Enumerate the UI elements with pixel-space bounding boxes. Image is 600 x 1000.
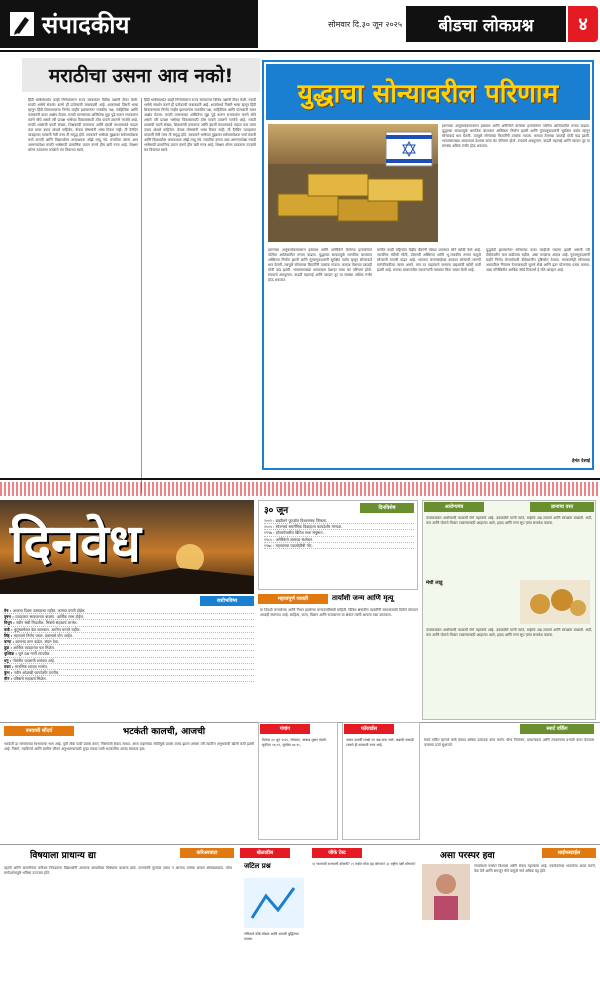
war-article-headline: युद्धाचा सोन्यावरील परिणाम [297,79,559,109]
editorial-headline: मराठीचा उसना आव नको! [22,58,260,92]
june30-tag: दिनविशेष [360,503,414,513]
horoscope-sign: वृषभ : [4,614,16,620]
horoscope-text: नवीन संधी मिळतील. मित्रांचे सहकार्य लाभेल. [15,620,78,626]
horoscope-sign: मकर : [4,663,15,669]
war-article-col1-top: इराणच्या अणुकार्यक्रमावरून इस्रायल आणि अमेरिकेने केलेल्या हल्ल्यांनंतर पश्चिम आशियातील तणाव वाढला. युद्धाच्या सावटामुळे जागतिक बाजारात अस्थिरता निर्माण झाली आणि गुंतवणूकदारांनी सुरक्षित पर्याय म्हणून सोन्याकडे धाव घेतली. त्यामुळे सोन्याच्या किमतींनी उच्चांक गाठला. कच्च्या तेलाच्या दरातही मोठी वाढ झाली. भारतासारख्या आयातदार देशावर याचा थेट परिणाम होतो. रुपयाचे अवमूल्यन, वाढती महागाई आणि व्यापार तूट या समस्या अधिक गंभीर होऊ शकतात. [442,124,590,148]
page-number: ४ [568,6,598,42]
horoscope-text: आर्थिक व्यवहारात यश मिळेल. [13,645,56,651]
asa-tag: लाईफस्टाईल [542,848,596,858]
woman-portrait-image [422,864,470,920]
fact-body: जगात दरवर्षी लाखो टन अन्न वाया जाते. अन्नाची नासाडी टाळणे ही काळाची गरज आहे. [346,738,414,747]
war-article-author: हेमंत देसाई [571,459,590,464]
horoscope-sign: धनु : [4,657,13,663]
horoscope-text: कुटुंबासोबत वेळ घालवाल. आरोग्य चांगले राहील. [14,626,81,632]
gold-bars-illustration [268,124,438,242]
editorial-body-col2: हिंदी भाषेसंदर्भात काही निर्णयांवरून राज्य सरकारवर विविध पक्षांनी टीका केली. मराठी भाषेचे संवर्धन करणे ही प्रत्येकाची जबाबदारी आहे. शाळांमध्ये तिसरी भाषा म्हणून हिंदी शिकवण्याचा निर्णय जाहीर झाल्यानंतर राजकीय पक्ष, साहित्यिक आणि पालकांनी यावर आक्षेप घेतला. मराठी माणसाच्या अस्मितेचा मुद्दा पुढे करून राजकारण करणे सोपे असले तरी प्रत्यक्ष भाषेच्या विकासासाठी ठोस पावले उचलणे गरजेचे आहे. मराठी शाळांची घटती संख्या, शिक्षकांची कमतरता आणि इंग्रजी माध्यमाकडे वाढता कल यावर उपाय शोधले पाहिजेत. केवळ घोषणांनी भाषा टिकत नाही; ती दैनंदिन व्यवहारात वापरली गेली तरच ती समृद्ध होते. सरकारने भाषेच्या मुद्द्यावर सर्वसमावेशक चर्चा करावी आणि विद्यार्थ्यांवर अनावश्यक ओझे लादू नये. मराठीचा उसना आव आणण्यापेक्षा मराठी भाषेसाठी प्रामाणिक प्रयत्न करणे हीच खरी गरज आहे. शिक्षण धोरण ठरवताना तज्ज्ञांचे मत विचारात घ्यावे. [144,98,256,152]
jatil-headline: जटिल प्रश्न [244,862,271,870]
horoscope-text: कामाचा ताण वाढेल. संयम ठेवा. [15,639,60,645]
smart-tag: स्मार्ट वर्किंग [520,724,594,734]
gold-bars-image [268,124,438,242]
asa-headline: असा परस्पर हवा [440,851,495,861]
june30-list [264,518,414,588]
horoscope-sign: मीन : [4,676,14,682]
dinvedh-title: दिनवेध [10,513,141,574]
june30-item: २००५ : स्पेनमध्ये समलैंगिक विवाहाला कायदेशीर मान्यता. [264,524,414,530]
health-subhead: मेथी लाडू [426,580,443,586]
column-divider [141,98,142,493]
fact-tag: फॉरवर्डस [344,724,394,734]
health-body-more: पावसाळ्यात आरोग्याची काळजी घेणे महत्त्वाचे आहे. उकळलेले पाणी प्यावे, बाहेरचे अन्न टाळावे आणि स्वच्छता राखावी. सर्दी, ताप आणि पोटाचे विकार टाळण्यासाठी आहारात आले, हळद आणि गरम सूप यांचा समावेश करावा. [426,628,592,637]
bhatakanti-headline: भटकंती कालची, आजची [122,727,206,737]
decorative-band [0,482,600,496]
bhatakanti-tag: वनवासी सौंदर्य [4,726,74,736]
horoscope-sign: सिंह : [4,632,14,638]
panchang-body: दिनांक ३० जून २०२५, सोमवार, आषाढ शुक्ल पंचमी. सूर्योदय ०६:०२, सूर्यास्त ०७:१५. [262,738,327,747]
vishay-tag: करिअरवाटा [180,848,234,858]
life-death-headline: तार्यांशी जन्म आणि मृत्यू [332,594,394,602]
section-title: संपादकीय [42,10,130,39]
horoscope-text: व्यवहारात सावधानता बाळगा. आर्थिक लाभ होईल. [15,614,85,620]
june30-item: १९९७ : हाँगकाँगवरील ब्रिटिश सत्ता संपुष्टात. [264,530,414,536]
paper-name: बीडचा लोकप्रश्न [406,6,566,42]
horoscope-sign: कर्क : [4,626,14,632]
jatil-body: गणिताचे कोडे सोडवा आणि आपली बुद्धिमत्ता तपासा. [244,932,299,941]
vishay-body: दहावी आणि बारावीनंतर करिअर निवडताना विद्यार्थ्यांनी आपल्या आवडीच्या विषयाला प्राधान्य द्यावे. पालकांनी मुलांवर दबाव न आणता त्यांच्या क्षमता ओळखाव्यात. योग्य मार्गदर्शनामुळे भविष्य उज्ज्वल होते. [4,866,232,875]
israel-flag-icon [386,132,432,166]
horoscope-list [4,608,254,718]
issue-date: सोमवार दि.३० जून २०२५ [328,19,402,29]
pen-icon [8,10,36,38]
horoscope-text: नोकरीत बदलाची शक्यता आहे. [12,657,56,663]
section-header [0,0,258,48]
horoscope-sign: वृश्चिक : [4,651,19,657]
june30-item: १९८५ : अमेरिकेचे अंतराळ संशोधन. [264,537,414,543]
horoscope-sign: मिथुन : [4,620,16,626]
mid-rule [0,478,600,480]
horoscope-sign: कन्या : [4,639,16,645]
dinvedh-banner [0,500,254,594]
life-death-tag: महत्त्वपूर्ण व्यक्ती [258,594,328,604]
bottom-divider [0,844,600,845]
puzzle-image [244,878,304,928]
panchang-tag: पंचांग [260,724,310,734]
quiz-tag: जीके टेस्ट [312,848,362,858]
horoscope-text: वरिष्ठांचे सहकार्य मिळेल. [13,676,47,682]
war-article-col2: मागील काही महिन्यांत केंद्रीय बँकांनी मोठ्या प्रमाणात सोने खरेदी केले आहे. जागतिक मंदीची भीती, डॉलरची अस्थिरता आणि भू-राजकीय तणाव यामुळे सोन्याची मागणी वाढत आहे. भारतात लग्नसराईच्या काळात सोन्याची मागणी पारंपरिकरीत्या जास्त असते. मात्र दर वाढल्याने सामान्य ग्राहकांची खरेदी कमी झाली आहे. सराफा बाजारातील व्यापाऱ्यांनी याबाबत चिंता व्यक्त केली आहे. [377,248,481,272]
bhatakanti-body: भटकंती हा माणसाच्या स्वभावाचा भाग आहे. पूर्वी लोक पायी प्रवास करत, निसर्गाशी संवाद साधत. आज वाहनांच्या सोयीमुळे प्रवास जलद झाला असला तरी त्यातील अनुभवाची खोली कमी झाली आहे. निसर्ग, गडकिल्ले आणि ग्रामीण जीवन अनुभवण्यासाठी पुन्हा एकदा पायी भटकंतीचा आनंद घ्यायला हवा. [4,742,254,751]
horoscope-sign: तूळ : [4,645,14,651]
life-death-body: या दिवशी जन्मलेल्या आणि निधन झालेल्या मान्यवरांविषयी माहिती. विविध क्षेत्रांतील व्यक्तींनी समाजासाठी दिलेले योगदान आजही स्मरणात आहे. साहित्य, कला, विज्ञान आणि राजकारण या क्षेत्रांत त्यांनी आपला ठसा उमटवला. [260,608,418,617]
june30-item: २००२ : ब्राझीलने फुटबॉल विश्वचषक जिंकला. [264,518,414,524]
horoscope-tag: राशीभविष्य [200,596,254,606]
horoscope-text: महत्त्वाचे निर्णय घ्याल. प्रवासाचे योग आहेत. [13,632,74,638]
jatil-tag: खेळाडीस [240,848,290,858]
horoscope-text: जुने प्रश्न मार्गी लागतील. [18,651,51,657]
horoscope-text: नवीन ओळखी फायदेशीर ठरतील. [13,670,60,676]
horoscope-sign: कुंभ : [4,670,14,676]
header-rule [0,50,600,52]
health-tag: आरोग्यमंत्र [424,502,484,512]
war-article-col3: युद्धबंदी झाल्यानंतर सोन्याच्या दरात काहीशी घसरण झाली असली तरी दीर्घकालीन कल वाढीचाच राहील, असा तज्ज्ञांचा अंदाज आहे. गुंतवणूकदारांनी घाईने निर्णय घेण्याऐवजी दीर्घकालीन दृष्टिकोन ठेवावा. सरकारनेही सोन्याच्या आयातीवर नियंत्रण ठेवण्यासाठी सुवर्ण रोखे आणि इतर योजनांचा प्रसार करावा. अशा परिस्थितीत आर्थिक स्थैर्य टिकवणे हे मोठे आव्हान आहे. [486,248,590,272]
knowledge-tag: ज्ञानाचा वसा [530,502,594,512]
horoscope-sign: मेष : [4,608,13,613]
horoscope-text: आजचा दिवस उत्साहाचा राहील. कामात प्रगती होईल. [12,608,86,613]
war-article-col1: इराणच्या अणुकार्यक्रमावरून इस्रायल आणि अमेरिकेने केलेल्या हल्ल्यांनंतर पश्चिम आशियातील तणाव वाढला. युद्धाच्या सावटामुळे जागतिक बाजारात अस्थिरता निर्माण झाली आणि गुंतवणूकदारांनी सुरक्षित पर्याय म्हणून सोन्याकडे धाव घेतली. त्यामुळे सोन्याच्या किमतींनी उच्चांक गाठला. कच्च्या तेलाच्या दरातही मोठी वाढ झाली. भारतासारख्या आयातदार देशावर याचा थेट परिणाम होतो. रुपयाचे अवमूल्यन, वाढती महागाई आणि व्यापार तूट या समस्या अधिक गंभीर होऊ शकतात. [268,248,372,282]
horoscope-row [4,676,254,682]
quiz-body: १) भारताची राजधानी कोणती? २) सर्वात मोठा ग्रह कोणता? ३) राष्ट्रीय पक्षी कोणता? [312,862,416,866]
june30-title: ३० जून [264,506,289,515]
health-body: पावसाळ्यात आरोग्याची काळजी घेणे महत्त्वाचे आहे. उकळलेले पाणी प्यावे, बाहेरचे अन्न टाळावे आणि स्वच्छता राखावी. सर्दी, ताप आणि पोटाचे विकार टाळण्यासाठी आहारात आले, हळद आणि गरम सूप यांचा समावेश करावा. [426,516,592,525]
horoscope-text: मानसिक शांतता लाभेल. [14,663,49,669]
laddoo-image [520,580,590,624]
june30-item: १९७८ : महत्त्वाच्या घडामोडींची नोंद. [264,543,414,549]
smart-body: स्मार्ट वर्किंग म्हणजे कमी वेळात अधिक उत्पादक काम करणे. योग्य नियोजन, प्राधान्यक्रम आणि तंत्रज्ञानाचा प्रभावी वापर केल्यास कामाचा दर्जा सुधारतो. [424,738,594,747]
asa-body: नात्यांमध्ये परस्पर विश्वास आणि संवाद महत्त्वाचा आहे. एकमेकांच्या भावनांचा आदर करणे, वेळ देणे आणि समजून घेणे यामुळे नाते अधिक घट्ट होते. [474,864,596,873]
war-article-headline-bar [266,64,590,120]
vishay-headline: विषयाला प्राधान्य द्या [30,851,96,861]
editorial-body-col1: हिंदी भाषेसंदर्भात काही निर्णयांवरून राज्य सरकारवर विविध पक्षांनी टीका केली. मराठी भाषेचे संवर्धन करणे ही प्रत्येकाची जबाबदारी आहे. शाळांमध्ये तिसरी भाषा म्हणून हिंदी शिकवण्याचा निर्णय जाहीर झाल्यानंतर राजकीय पक्ष, साहित्यिक आणि पालकांनी यावर आक्षेप घेतला. मराठी माणसाच्या अस्मितेचा मुद्दा पुढे करून राजकारण करणे सोपे असले तरी प्रत्यक्ष भाषेच्या विकासासाठी ठोस पावले उचलणे गरजेचे आहे. मराठी शाळांची घटती संख्या, शिक्षकांची कमतरता आणि इंग्रजी माध्यमाकडे वाढता कल यावर उपाय शोधले पाहिजेत. केवळ घोषणांनी भाषा टिकत नाही; ती दैनंदिन व्यवहारात वापरली गेली तरच ती समृद्ध होते. सरकारने भाषेच्या मुद्द्यावर सर्वसमावेशक चर्चा करावी आणि विद्यार्थ्यांवर अनावश्यक ओझे लादू नये. मराठीचा उसना आव आणण्यापेक्षा मराठी भाषेसाठी प्रामाणिक प्रयत्न करणे हीच खरी गरज आहे. शिक्षण धोरण ठरवताना तज्ज्ञांचे मत विचारात घ्यावे. [28,98,138,152]
